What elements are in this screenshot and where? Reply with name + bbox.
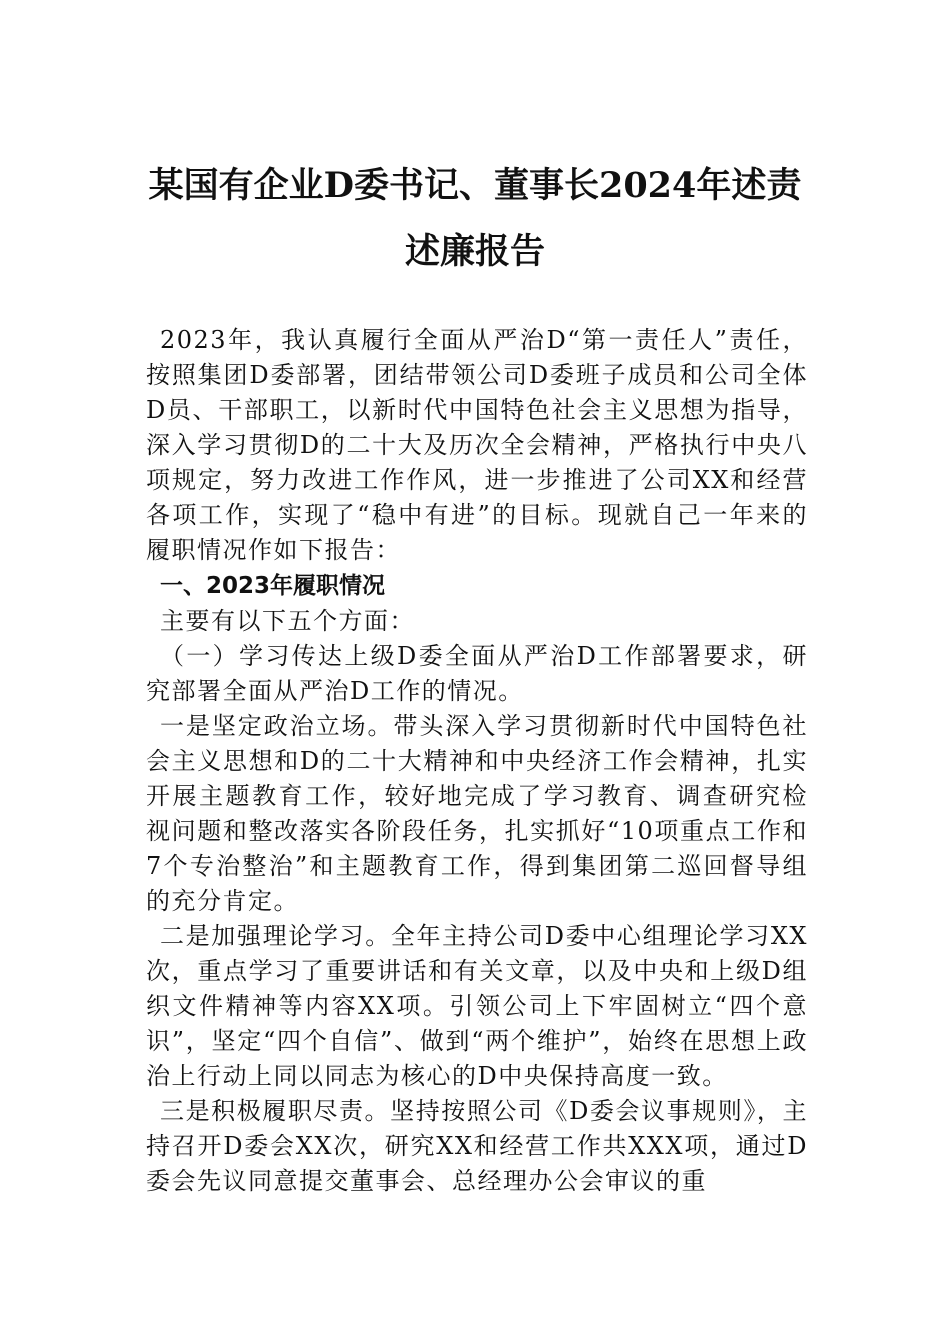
document-title-line2: 述廉报告 [404,231,545,272]
paragraph-point1: 一是坚定政治立场。带头深入学习贯彻新时代中国特色社会主义思想和D的二十大精神和中央经济工作会精神，扎实开展主题教育工作，较好地完成了学习教育、调查研究检视问题和整改落实各阶段任务，扎实抓好“10项重点工作和7个专治整治”和主题教育工作，得到集团第二巡回督导组的充分肯定。 [146,712,808,915]
section-heading-1: 一、2023年履职情况 [160,573,386,599]
paragraph-point2: 二是加强理论学习。全年主持公司D委中心组理论学习XX次，重点学习了重要讲话和有关文章，以及中央和上级D组织文件精神等内容XX项。引领公司上下牢固树立“四个意识”，坚定“四个自信”、做到“两个维护”，始终在思想上政治上行动上同以同志为核心的D中央保持高度一致。 [146,922,808,1090]
paragraph-point3: 三是积极履职尽责。坚持按照公司《D委会议事规则》，主持召开D委会XX次，研究XX和经营工作共XXX项，通过D委会先议同意提交董事会、总经理办公会审议的重 [146,1097,808,1195]
paragraph-intro: 2023年，我认真履行全面从严治D“第一责任人”责任，按照集团D委部署，团结带领公司D委班子成员和公司全体D员、干部职工，以新时代中国特色社会主义思想为指导，深入学习贯彻D的二十大及历次全会精神，严格执行中央八项规定，努力改进工作作风，进一步推进了公司XX和经营各项工作，实现了“稳中有进”的目标。现就自己一年来的履职情况作如下报告： [146,326,808,564]
document-title-line1: 某国有企业D委书记、董事长2024年述责 [148,165,802,206]
subsection-heading-1: （一）学习传达上级D委全面从严治D工作部署要求，研究部署全面从严治D工作的情况。 [146,642,808,705]
document-body [146,323,808,1199]
paragraph-overview: 主要有以下五个方面： [160,607,415,635]
